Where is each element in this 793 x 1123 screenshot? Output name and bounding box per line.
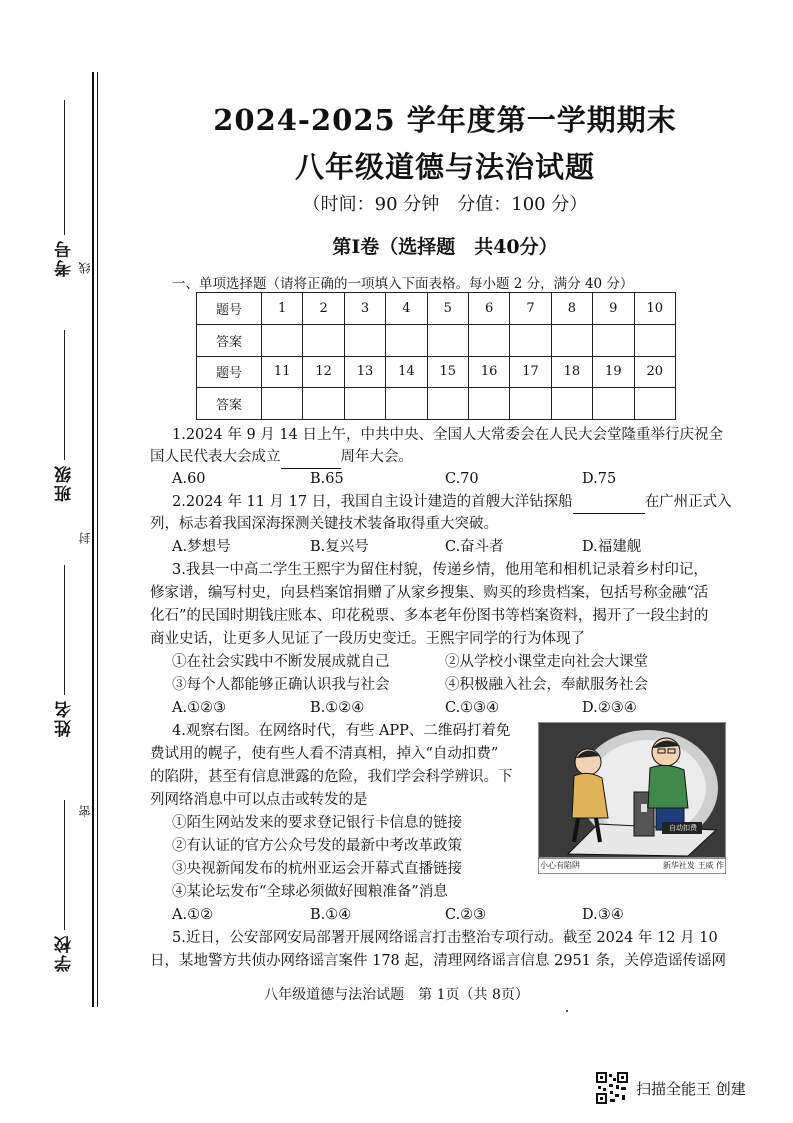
exam-time-score: （时间：90 分钟 分值：100 分） [302, 194, 588, 215]
cartoon-sign: 自动扣费 [669, 824, 697, 832]
question-2-option-a: A.梦想号 [172, 539, 231, 555]
question-number-cell: 13 [344, 356, 385, 388]
answer-table-row-header: 答案 [197, 388, 262, 420]
question-number-cell: 2 [303, 293, 344, 325]
question-2-stem-a: 2.2024 年 11 月 17 日，我国自主设计建造的首艘大洋钻探船 [172, 494, 573, 510]
answer-table-row [197, 293, 676, 325]
section-title: 第Ⅰ卷（选择题 共40分） [332, 236, 558, 258]
class-field [52, 330, 77, 502]
school-write-line[interactable] [64, 800, 65, 930]
question-1-line1: 1.2024 年 9 月 14 日上午，中共中央、全国人大常委会在人民大会堂隆重举行庆祝全 [172, 427, 723, 443]
question-3-line4: 商业史话，让更多人见证了一段历史变迁。王熙宇同学的行为体现了 [150, 631, 585, 647]
question-number-cell: 3 [344, 293, 385, 325]
answer-cell[interactable] [427, 324, 468, 356]
question-1-option-c: C.70 [445, 471, 479, 487]
answer-table-row-header: 题号 [197, 293, 262, 325]
question-4-line1: 4.观察右图。在网络时代，有些 APP、二维码打着免 [172, 723, 511, 739]
binding-line-inner [97, 72, 98, 1007]
question-4-statement-4: ④某论坛发布“全球必须做好囤粮准备”消息 [172, 884, 448, 900]
cartoon-credit: 新华社发 王威 作 [662, 861, 724, 870]
question-1-stem-a: 国人民代表大会成立 [150, 449, 281, 465]
question-number-cell: 11 [262, 356, 303, 388]
exam-no-label: 考号 [55, 239, 75, 277]
question-1-stem-b: 周年大会。 [340, 449, 413, 465]
answer-cell[interactable] [303, 388, 344, 420]
answer-table-row-header: 答案 [197, 324, 262, 356]
answer-cell[interactable] [468, 324, 509, 356]
question-4-line3: 的陷阱，甚至有信息泄露的危险，我们学会科学辨识。下 [150, 769, 513, 785]
question-4-statement-1: ①陌生网站发来的要求登记银行卡信息的链接 [172, 815, 462, 831]
answer-cell[interactable] [510, 324, 551, 356]
class-write-line[interactable] [64, 330, 65, 460]
question-number-cell: 18 [551, 356, 592, 388]
question-1-line2 [150, 446, 413, 469]
page-footer: 八年级道德与法治试题 第 1页（共 8页） [264, 987, 529, 1003]
question-number-cell: 14 [386, 356, 427, 388]
answer-cell[interactable] [262, 324, 303, 356]
cartoon-figure [538, 722, 726, 874]
answer-table [196, 292, 676, 420]
question-1-blank[interactable] [281, 446, 341, 469]
answer-table-row [197, 388, 676, 420]
answer-cell[interactable] [468, 388, 509, 420]
question-number-cell: 12 [303, 356, 344, 388]
answer-table-row-header: 题号 [197, 356, 262, 388]
answer-cell[interactable] [262, 388, 303, 420]
seal-mark-mi: 密 [78, 805, 92, 817]
answer-cell[interactable] [510, 388, 551, 420]
question-3-option-b: B.①②④ [310, 700, 365, 716]
answer-cell[interactable] [634, 388, 675, 420]
question-2-option-b: B.复兴号 [310, 539, 369, 555]
seal-mark-line: 线 [78, 262, 92, 274]
answer-cell[interactable] [634, 324, 675, 356]
question-4-option-a: A.①② [172, 907, 214, 923]
question-number-cell: 19 [593, 356, 634, 388]
exam-title-year: 2024-2025 学年度第一学期期末 [213, 103, 677, 137]
question-3-option-c: C.①③④ [445, 700, 500, 716]
name-label: 姓名 [55, 699, 75, 737]
answer-cell[interactable] [593, 388, 634, 420]
name-write-line[interactable] [64, 565, 65, 695]
question-number-cell: 20 [634, 356, 675, 388]
scan-speck [566, 1010, 568, 1012]
question-3-option-d: D.②③④ [582, 700, 637, 716]
answer-cell[interactable] [386, 388, 427, 420]
cartoon-illustration [538, 722, 726, 874]
question-3-statement-3: ③每个人都能够正确认识我与社会 [172, 677, 390, 693]
question-4-line4: 列网络消息中可以点击或转发的是 [150, 792, 368, 808]
question-number-cell: 16 [468, 356, 509, 388]
answer-cell[interactable] [303, 324, 344, 356]
answer-table-row [197, 356, 676, 388]
question-2-line1 [172, 491, 732, 514]
question-number-cell: 15 [427, 356, 468, 388]
cartoon-caption: 小心有陷阱 [540, 861, 580, 870]
school-label: 学校 [55, 934, 75, 972]
name-field [52, 565, 77, 737]
exam-title-subject: 八年级道德与法治试题 [294, 150, 595, 184]
question-3-statement-4: ④积极融入社会，奉献服务社会 [445, 677, 648, 693]
question-4-line2: 费试用的幌子，使有些人看不清真相，掉入“自动扣费” [150, 746, 499, 762]
scanner-watermark-text: 扫描全能王 创建 [636, 1079, 746, 1098]
question-3-statement-2: ②从学校小课堂走向社会大课堂 [445, 654, 648, 670]
question-1-option-a: A.60 [172, 471, 206, 487]
question-4-statement-3: ③央视新闻发布的杭州亚运会开幕式直播链接 [172, 861, 462, 877]
question-3-line2: 修家谱，编写村史，向县档案馆捐赠了从家乡搜集、购买的珍贵档案，包括号称金融“活 [150, 585, 709, 601]
question-number-cell: 5 [427, 293, 468, 325]
question-2-option-d: D.福建舰 [582, 539, 642, 555]
answer-cell[interactable] [551, 388, 592, 420]
answer-cell[interactable] [593, 324, 634, 356]
question-1-option-b: B.65 [310, 471, 344, 487]
question-number-cell: 7 [510, 293, 551, 325]
question-2-stem-b: 在广州正式入 [644, 494, 732, 510]
question-3-statement-1: ①在社会实践中不断发展成就自己 [172, 654, 390, 670]
question-5-line1: 5.近日，公安部网安局部署开展网络谣言打击整治专项行动。截至 2024 年 12 月 10 [172, 930, 718, 946]
question-2-blank[interactable] [573, 491, 645, 514]
question-number-cell: 8 [551, 293, 592, 325]
section-instruction: 一、单项选择题（请将正确的一项填入下面表格。每小题 2 分，满分 40 分） [172, 276, 634, 292]
question-number-cell: 17 [510, 356, 551, 388]
class-label: 班级 [55, 464, 75, 502]
question-4-option-c: C.②③ [445, 907, 487, 923]
question-5-line2: 日，某地警方共侦办网络谣言案件 178 起，清理网络谣言信息 2951 条，关停造谣传谣网 [150, 953, 727, 969]
question-number-cell: 1 [262, 293, 303, 325]
exam-no-write-line[interactable] [64, 100, 65, 235]
answer-cell[interactable] [551, 324, 592, 356]
question-number-cell: 10 [634, 293, 675, 325]
question-2-option-c: C.奋斗者 [445, 539, 504, 555]
question-number-cell: 4 [386, 293, 427, 325]
question-4-statement-2: ②有认证的官方公众号发的最新中考改革政策 [172, 838, 462, 854]
scanner-watermark [596, 1072, 746, 1104]
answer-cell[interactable] [344, 324, 385, 356]
question-4-option-d: D.③④ [582, 907, 624, 923]
answer-cell[interactable] [427, 388, 468, 420]
question-number-cell: 6 [468, 293, 509, 325]
exam-no-field [52, 100, 77, 277]
question-1-option-d: D.75 [582, 471, 617, 487]
answer-cell[interactable] [344, 388, 385, 420]
answer-table-row [197, 324, 676, 356]
question-2-line2: 列，标志着我国深海探测关键技术装备取得重大突破。 [150, 516, 498, 532]
question-4-option-b: B.①④ [310, 907, 352, 923]
question-3-line3: 化石”的民国时期钱庄账本、印花税票、多本老年份图书等档案资料，揭开了一段尘封的 [150, 608, 709, 624]
question-3-option-a: A.①②③ [172, 700, 227, 716]
school-field [52, 800, 77, 972]
qr-code-icon [596, 1072, 628, 1104]
answer-cell[interactable] [386, 324, 427, 356]
question-number-cell: 9 [593, 293, 634, 325]
seal-mark-feng: 封 [78, 532, 92, 544]
question-3-line1: 3.我县一中高二学生王熙宇为留住村貌，传递乡情，他用笔和相机记录着乡村印记， [172, 562, 708, 578]
